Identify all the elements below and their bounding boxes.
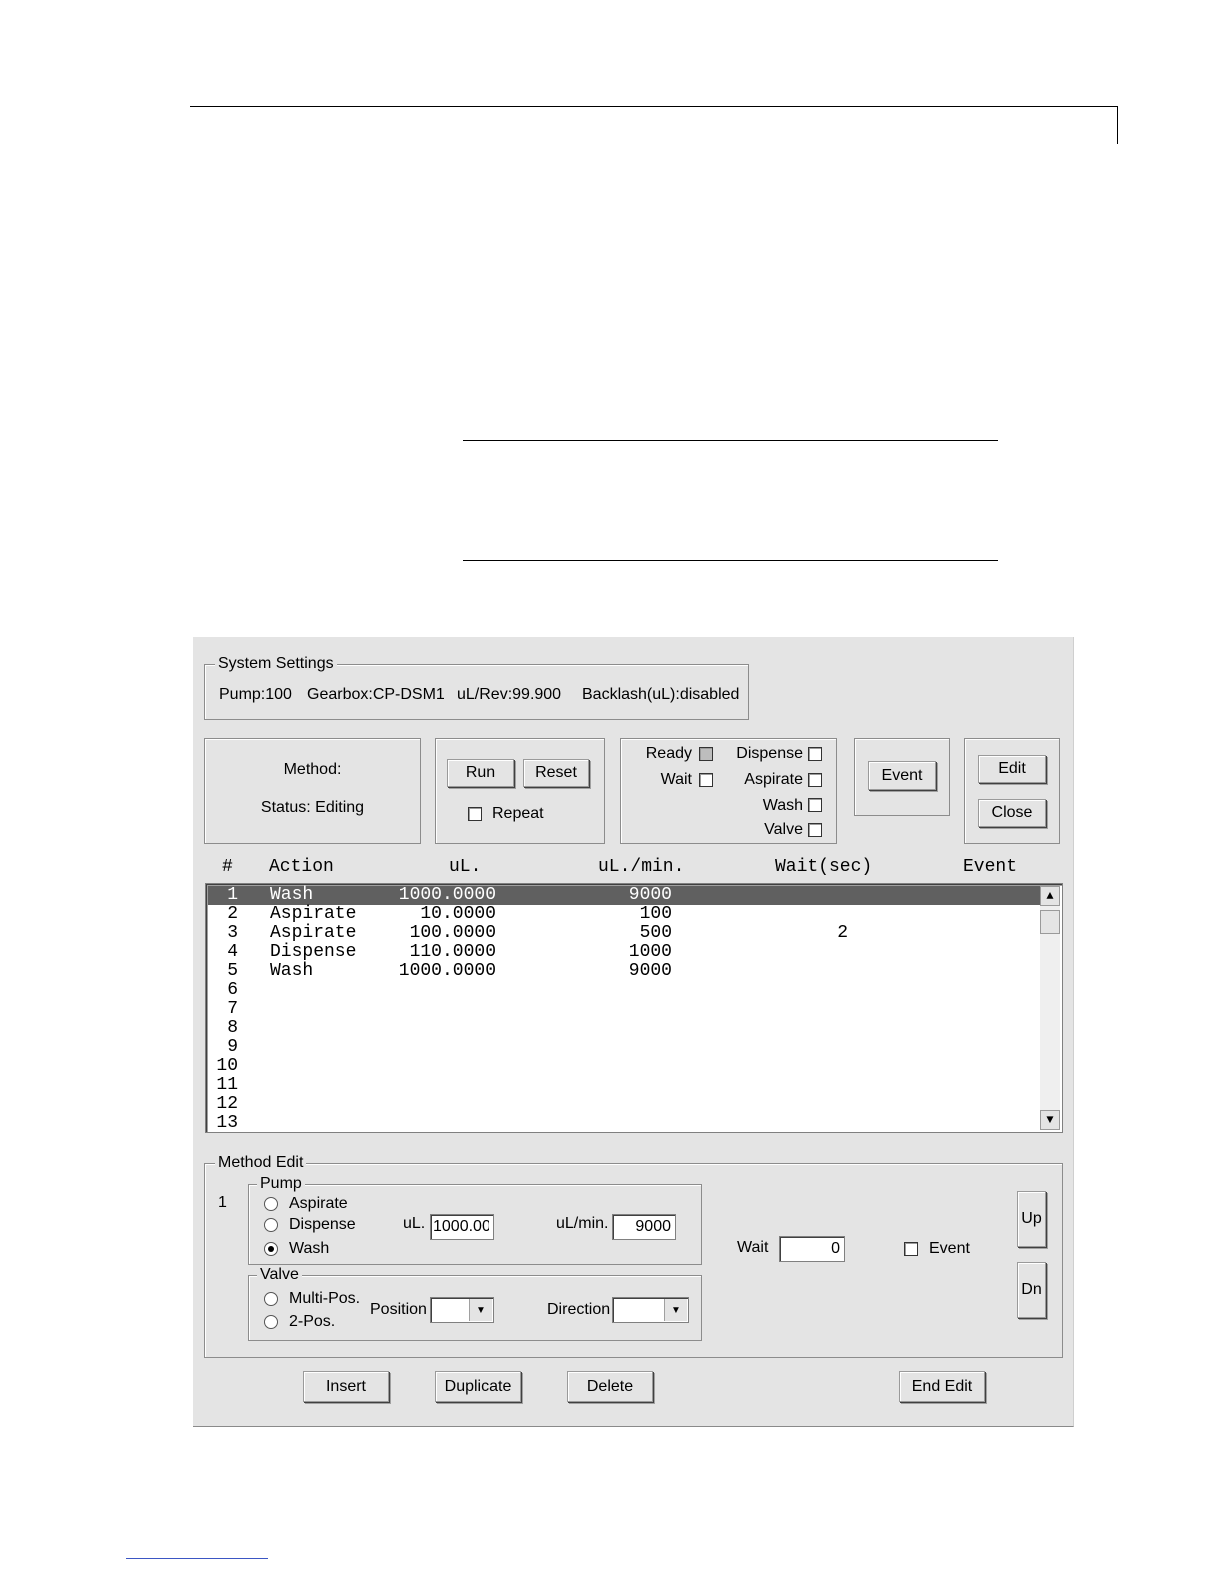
page-header-rule	[190, 106, 1118, 107]
row-action: Dispense	[270, 942, 357, 962]
row-num: 9	[227, 1037, 238, 1057]
row-action: Wash	[270, 885, 314, 905]
table-row[interactable]	[208, 1095, 1040, 1114]
direction-chevron-down-icon[interactable]: ▼	[664, 1299, 687, 1321]
ul-rev-setting: uL/Rev:99.900	[457, 686, 562, 703]
reset-button[interactable]: Reset	[523, 759, 589, 787]
edit-close-panel	[964, 738, 1060, 844]
move-down-button[interactable]: Dn	[1017, 1262, 1046, 1318]
event-button[interactable]: Event	[868, 761, 936, 790]
table-row[interactable]	[208, 981, 1040, 1000]
row-rate: 9000	[628, 885, 672, 905]
end-edit-button[interactable]: End Edit	[899, 1371, 985, 1402]
dispense-radio-label: Dispense	[289, 1216, 356, 1233]
position-chevron-down-icon[interactable]: ▼	[469, 1299, 492, 1321]
scroll-down-icon[interactable]: ▼	[1040, 1110, 1060, 1130]
status-flags-panel	[620, 738, 837, 844]
table-row[interactable]	[208, 905, 1040, 924]
row-action: Aspirate	[270, 904, 357, 924]
edit-step-number: 1	[218, 1194, 227, 1211]
ready-label: Ready	[645, 745, 692, 762]
row-num: 1	[227, 885, 238, 905]
row-action: Aspirate	[270, 923, 357, 943]
row-num: 7	[227, 999, 238, 1019]
table-row[interactable]	[208, 1000, 1040, 1019]
row-num: 4	[227, 942, 238, 962]
row-wait: 2	[837, 923, 848, 943]
status-label: Status: Editing	[260, 799, 365, 816]
page-header-tick	[1117, 106, 1118, 144]
table-row[interactable]	[208, 924, 1040, 943]
row-rate: 100	[639, 904, 672, 924]
row-num: 12	[216, 1094, 238, 1114]
row-num: 5	[227, 961, 238, 981]
scroll-up-icon[interactable]: ▲	[1040, 886, 1060, 906]
method-steps-list[interactable]	[205, 883, 1063, 1133]
header-ul: uL.	[449, 857, 482, 877]
repeat-label: Repeat	[492, 805, 544, 822]
row-rate: 1000	[628, 942, 672, 962]
multipos-radio[interactable]	[264, 1292, 278, 1306]
twopos-radio[interactable]	[264, 1315, 278, 1329]
duplicate-button[interactable]: Duplicate	[435, 1371, 521, 1402]
wash-radio-label: Wash	[289, 1240, 330, 1257]
repeat-checkbox[interactable]	[468, 807, 482, 821]
table-row[interactable]	[208, 1057, 1040, 1076]
aspirate-radio[interactable]	[264, 1197, 278, 1211]
row-rate: 9000	[628, 961, 672, 981]
close-button[interactable]: Close	[978, 799, 1046, 827]
valve-legend: Valve	[257, 1266, 302, 1284]
header-event: Event	[963, 857, 1018, 877]
dispense-flag-label: Dispense	[736, 745, 803, 762]
event-panel	[854, 738, 950, 816]
row-ul: 100.0000	[409, 923, 496, 943]
list-scrollbar[interactable]	[1040, 886, 1060, 1130]
method-edit-legend: Method Edit	[215, 1154, 306, 1172]
table-row[interactable]	[208, 962, 1040, 981]
wait-indicator	[699, 773, 713, 787]
event-checkbox[interactable]	[904, 1242, 918, 1256]
scroll-thumb[interactable]	[1040, 910, 1060, 934]
header-action: Action	[269, 857, 334, 877]
ready-indicator	[699, 747, 713, 761]
header-wait: Wait(sec)	[775, 857, 873, 877]
note-rule-bottom	[463, 560, 998, 561]
row-ul: 110.0000	[409, 942, 496, 962]
event-checkbox-label: Event	[929, 1240, 970, 1257]
position-label: Position	[370, 1301, 427, 1318]
delete-button[interactable]: Delete	[567, 1371, 653, 1402]
dispense-indicator	[808, 747, 822, 761]
valve-group	[248, 1266, 702, 1341]
position-dropdown[interactable]	[430, 1297, 494, 1323]
valve-indicator	[808, 823, 822, 837]
row-action: Wash	[270, 961, 314, 981]
row-num: 6	[227, 980, 238, 1000]
wait-field[interactable]	[779, 1236, 845, 1262]
row-num: 2	[227, 904, 238, 924]
method-edit-group	[204, 1154, 1063, 1358]
dispense-radio[interactable]	[264, 1218, 278, 1232]
method-editor-dialog	[193, 637, 1074, 1427]
insert-button[interactable]: Insert	[303, 1371, 389, 1402]
twopos-label: 2-Pos.	[289, 1313, 336, 1330]
ul-field[interactable]	[430, 1214, 494, 1240]
row-num: 11	[216, 1075, 238, 1095]
direction-label: Direction	[547, 1301, 611, 1318]
note-rule-top	[463, 440, 998, 441]
row-ul: 10.0000	[420, 904, 496, 924]
pump-setting: Pump:100	[219, 686, 292, 703]
run-button[interactable]: Run	[447, 759, 514, 787]
backlash-setting: Backlash(uL):disabled	[582, 686, 740, 703]
rate-field[interactable]	[612, 1214, 676, 1240]
table-row[interactable]	[208, 1038, 1040, 1057]
edit-button[interactable]: Edit	[978, 755, 1046, 783]
system-settings-legend: System Settings	[215, 655, 337, 673]
gearbox-setting: Gearbox:CP-DSM1	[307, 686, 445, 703]
footnote-rule	[126, 1558, 268, 1559]
row-num: 3	[227, 923, 238, 943]
pump-legend: Pump	[257, 1175, 305, 1193]
wash-radio[interactable]	[264, 1242, 278, 1256]
valve-flag-label: Valve	[764, 821, 803, 838]
move-up-button[interactable]: Up	[1017, 1191, 1046, 1247]
table-row[interactable]	[208, 943, 1040, 962]
wait-label: Wait	[737, 1239, 769, 1256]
pump-group	[248, 1175, 702, 1265]
table-row[interactable]	[208, 1114, 1040, 1133]
aspirate-indicator	[808, 773, 822, 787]
wash-flag-label: Wash	[762, 797, 803, 814]
aspirate-radio-label: Aspirate	[289, 1195, 348, 1212]
row-num: 10	[216, 1056, 238, 1076]
table-row[interactable]	[208, 1076, 1040, 1095]
table-row[interactable]	[208, 1019, 1040, 1038]
header-num: #	[222, 857, 233, 877]
row-num: 8	[227, 1018, 238, 1038]
row-num: 13	[216, 1113, 238, 1133]
rate-label: uL/min.	[556, 1215, 609, 1232]
row-ul: 1000.0000	[398, 885, 496, 905]
ul-label: uL.	[403, 1215, 426, 1232]
direction-dropdown[interactable]	[612, 1297, 689, 1323]
row-ul: 1000.0000	[398, 961, 496, 981]
header-ul-min: uL./min.	[598, 857, 685, 877]
wash-indicator	[808, 798, 822, 812]
aspirate-flag-label: Aspirate	[744, 771, 803, 788]
row-rate: 500	[639, 923, 672, 943]
multipos-label: Multi-Pos.	[289, 1290, 361, 1307]
method-status-panel	[204, 738, 421, 844]
system-settings-group	[204, 655, 749, 720]
run-panel	[435, 738, 605, 844]
wait-flag-label: Wait	[660, 771, 692, 788]
method-label: Method:	[283, 761, 342, 778]
table-row-selected[interactable]	[208, 886, 1040, 905]
